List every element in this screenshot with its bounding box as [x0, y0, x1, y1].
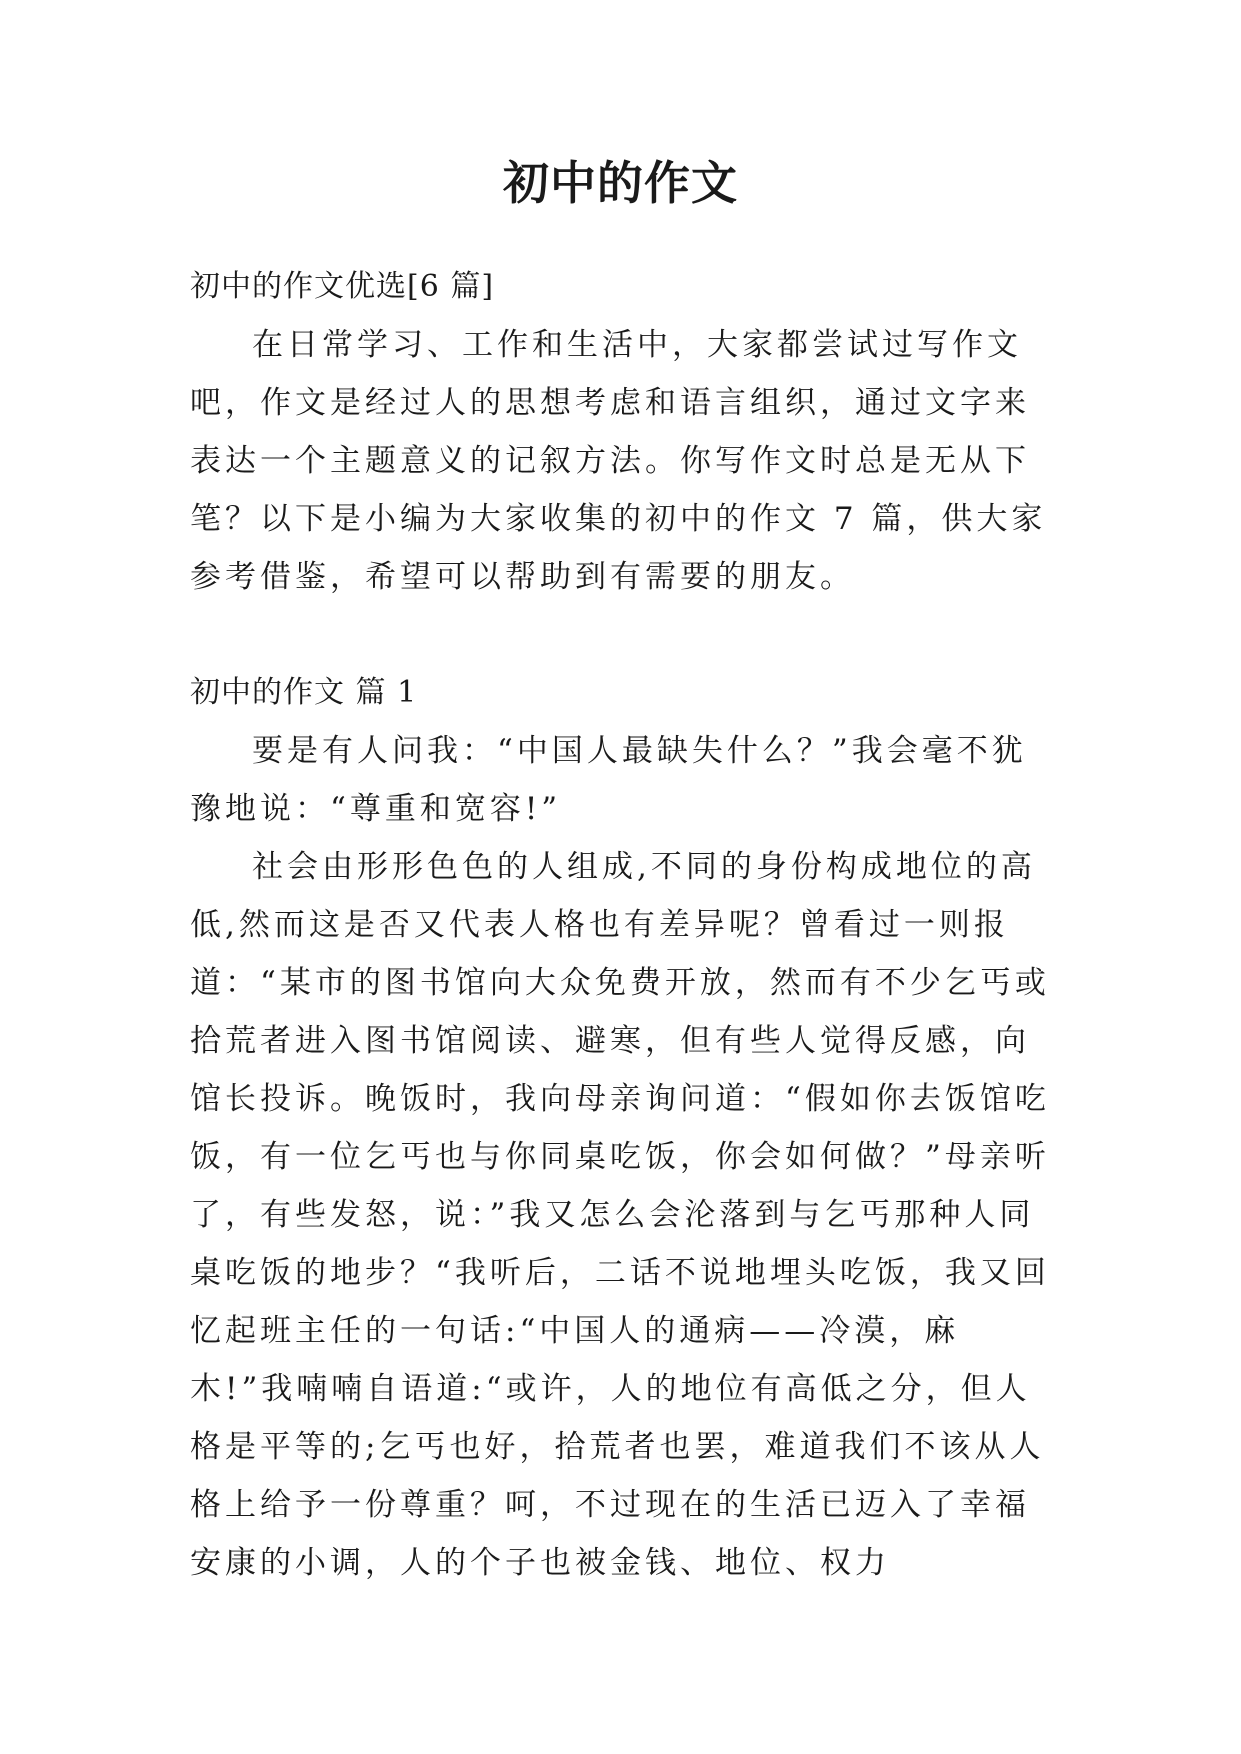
section-1-paragraph-1: 要是有人问我：“中国人最缺失什么？”我会毫不犹豫地说：“尊重和宽容!” [190, 733, 1027, 827]
document-title: 初中的作文 [503, 156, 738, 210]
section-1-heading: 初中的作文 篇 1 [190, 675, 418, 710]
intro-heading: 初中的作文优选[6 篇] [190, 269, 495, 304]
intro-paragraph: 在日常学习、工作和生活中，大家都尝试过写作文吧，作文是经过人的思想考虑和语言组织，通过文字来表达一个主题意义的记叙方法。你写作文时总是无从下笔？以下是小编为大家收集的初中的作文 7 篇，供大家参考借鉴，希望可以帮助到有需要的朋友。 [190, 327, 1047, 595]
section-1-paragraph-2: 社会由形形色色的人组成,不同的身份构成地位的高低,然而这是否又代表人格也有差异呢？曾看过一则报道：“某市的图书馆向大众免费开放，然而有不少乞丐或拾荒者进入图书馆阅读、避寒，但有些人觉得反感，向馆长投诉。晚饭时，我向母亲询问道：“假如你去饭馆吃饭，有一位乞丐也与你同桌吃饭，你会如何做？”母亲听了，有些发怒，说：”我又怎么会沦落到与乞丐那种人同桌吃饭的地步？“我听后，二话不说地埋头吃饭，我又回忆起班主任的一句话:“中国人的通病——冷漠，麻木!”我喃喃自语道:“或许，人的地位有高低之分，但人格是平等的;乞丐也好，拾荒者也罢，难道我们不该从人格上给予一份尊重？呵，不过现在的生活已迈入了幸福安康的小调，人的个子也被金钱、地位、权力 [190, 849, 1050, 1581]
document-body [190, 258, 1060, 1592]
